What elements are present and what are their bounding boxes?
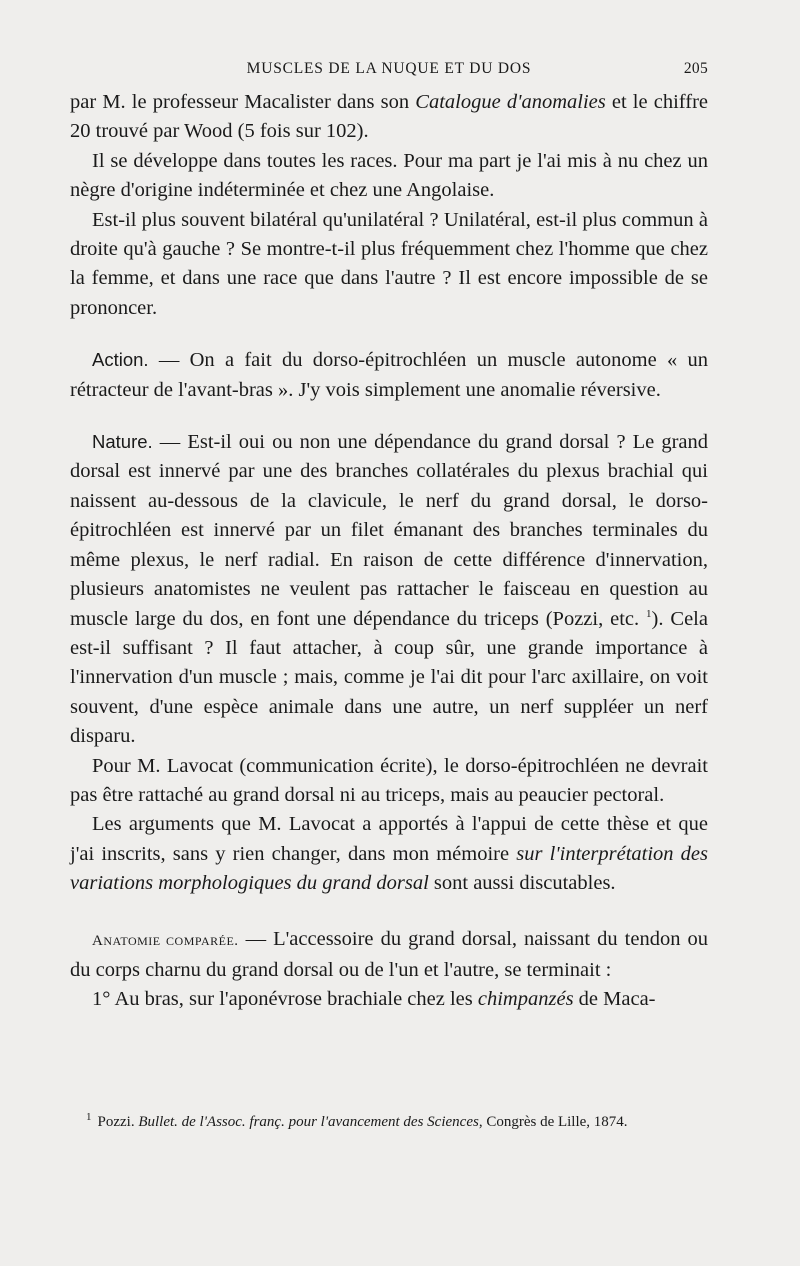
paragraph-text: de Maca- xyxy=(573,988,656,1011)
paragraph-1 xyxy=(70,88,708,147)
paragraph-7 xyxy=(70,810,708,898)
footnote xyxy=(86,1112,716,1132)
section-label-nature: Nature. xyxy=(92,431,153,453)
paragraph-text: — Est-il oui ou non une dépendance du grand dorsal ? Le grand dorsal est innervé par une des branches collatérales du plexus brachial qui naissent au-dessous de la clavicule, le nerf du grand dorsal, le dorso-épitrochléen est innervé par un filet émanant des branches terminales du même plexus, le nerf radial. En raison de cette différence d'innervation, plusieurs anatomistes ne veulent pas rattacher le faisceau en question au muscle large du dos, en font une dépendance du triceps (Pozzi, etc. xyxy=(70,431,708,630)
section-label-action: Action. xyxy=(92,349,149,371)
paragraph-2: Il se développe dans toutes les races. Pour ma part je l'ai mis à nu chez un nègre d'origine indéterminée et chez une Angolaise. xyxy=(70,149,708,202)
footnote-rest: , Congrès de Lille, 1874. xyxy=(478,1114,628,1130)
paragraph-9 xyxy=(70,985,708,1014)
paragraph-text: — On a fait du dorso-épitrochléen un muscle autonome « un rétracteur de l'avant-bras ». J'y vois simplement une anomalie réversive. xyxy=(70,349,708,401)
paragraph-anatomie-comparee xyxy=(70,925,708,986)
running-header xyxy=(70,60,708,84)
footnote-author: Pozzi. xyxy=(97,1114,139,1130)
paragraph-6: Pour M. Lavocat (communication écrite), le dorso-épitrochléen ne devrait pas être rattaché au grand dorsal ni au triceps, mais au peaucier pectoral. xyxy=(70,754,708,806)
italic-title: Catalogue d'anomalies xyxy=(415,91,606,113)
footnote-title: Bullet. de l'Assoc. franç. pour l'avancement des Sciences xyxy=(138,1114,479,1130)
paragraph-text: par M. le professeur Macalister dans son xyxy=(70,91,416,113)
running-title: MUSCLES DE LA NUQUE ET DU DOS xyxy=(246,60,532,77)
page-number: 205 xyxy=(683,60,708,77)
footnote-mark: 1 xyxy=(86,1111,92,1123)
paragraph-text: sont aussi discutables. xyxy=(428,872,616,895)
paragraph-text: et le chiffre 20 trouvé par Wood (5 fois sur 102). xyxy=(70,91,708,143)
paragraph-text: ). Cela est-il suffisant ? Il faut attacher, à coup sûr, une grande importance à l'innervation d'un muscle ; mais, comme je l'ai dit pour l'arc axillaire, on voit souvent, d'une espèce animale dans une autre, un nerf suppléer un nerf disparu. xyxy=(70,607,708,748)
paragraph-text: 1° Au bras, sur l'aponévrose brachiale chez les xyxy=(92,988,478,1011)
paragraph-text: Les arguments que M. Lavocat a apportés à l'appui de cette thèse et que j'ai inscrits, sans y rien changer, dans mon mémoire xyxy=(70,813,708,865)
paragraph-nature xyxy=(70,427,708,751)
section-label-anatomie-comparee: ANATOMIE COMPARÉE. xyxy=(92,932,239,949)
italic-species: chimpanzés xyxy=(477,988,574,1011)
paragraph-text: — L'accessoire du grand dorsal, naissant du tendon ou du corps charnu du grand dorsal ou de l'un et l'autre, se terminait : xyxy=(70,927,708,981)
main-text xyxy=(70,88,708,1015)
footnote-reference: 1 xyxy=(646,607,652,620)
italic-title: sur l'interprétation des variations morphologiques du grand dorsal xyxy=(70,842,708,895)
paragraph-3: Est-il plus souvent bilatéral qu'unilatéral ? Unilatéral, est-il plus commun à droite qu'à gauche ? Se montre-t-il plus fréquemment chez l'homme que chez la femme, et dans une race que dans l'autre ? Il est encore impossible de se prononcer. xyxy=(70,208,708,319)
paragraph-action xyxy=(70,345,708,405)
